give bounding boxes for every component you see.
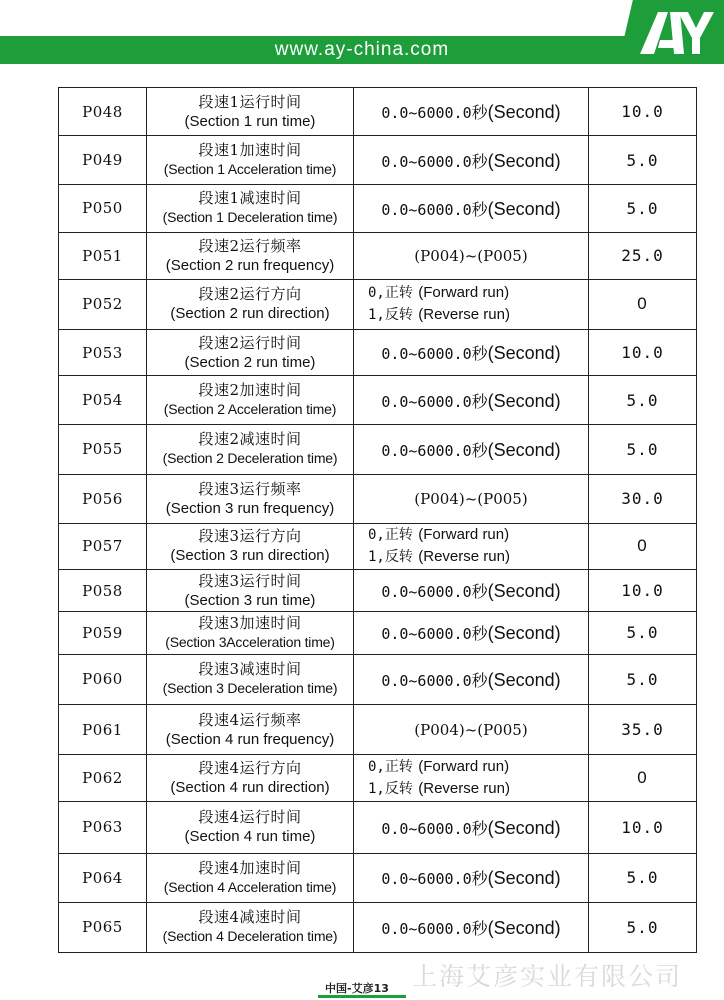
default-value: 5.0 (589, 376, 697, 424)
parameter-name-zh: 段速2运行时间 (198, 333, 302, 352)
default-value: 0 (589, 523, 697, 569)
parameter-name-en: (Section 1 Acceleration time) (163, 161, 337, 178)
range-unit-en: (Second) (487, 150, 561, 171)
range-numbers: 0.0~6000.0 (381, 671, 472, 690)
parameter-code: P050 (59, 184, 147, 232)
range-numbers: 0.0~6000.0 (381, 441, 472, 460)
range-cell (354, 424, 589, 474)
range-cell (354, 233, 589, 279)
parameter-name-zh: 段速2运行频率 (198, 236, 302, 255)
footer-underline (318, 995, 406, 998)
parameter-name (147, 755, 354, 801)
range-unit-zh: 秒 (471, 103, 488, 123)
parameter-name (147, 854, 354, 902)
range-cell (354, 329, 589, 375)
parameter-code: P049 (59, 136, 147, 184)
default-value: 5.0 (589, 612, 697, 654)
table-row (59, 184, 697, 232)
parameter-name-zh: 段速4加速时间 (198, 858, 302, 877)
table-row (59, 475, 697, 523)
table-row (59, 136, 697, 184)
default-value: 10.0 (589, 329, 697, 375)
parameter-name-en: (Section 1 Deceleration time) (162, 209, 338, 226)
range-unit-zh: 秒 (471, 918, 488, 938)
range-frequency: (P004)~(P005) (414, 489, 528, 508)
table-row (59, 523, 697, 569)
table-row (59, 424, 697, 474)
parameter-code: P064 (59, 854, 147, 902)
range-unit-zh: 秒 (471, 869, 488, 889)
range-frequency: (P004)~(P005) (414, 720, 528, 739)
range-unit-en: (Second) (487, 917, 561, 938)
table-row (59, 654, 697, 704)
parameter-code: P058 (59, 569, 147, 611)
parameter-name-zh: 段速4减速时间 (198, 908, 302, 927)
range-cell (354, 755, 589, 801)
range-cell (354, 88, 589, 136)
parameter-name (147, 376, 354, 424)
range-cell (354, 136, 589, 184)
range-cell (354, 902, 589, 952)
table-row (59, 902, 697, 952)
range-cell (354, 376, 589, 424)
ay-logo (634, 4, 718, 60)
default-value: 10.0 (589, 88, 697, 136)
parameter-name-en: (Section 4 run frequency) (165, 730, 335, 748)
page-number: 中国-艾彦13 (325, 982, 389, 995)
range-cell (354, 569, 589, 611)
parameter-code: P065 (59, 902, 147, 952)
range-cell (354, 279, 589, 329)
range-cell (354, 801, 589, 853)
table-row (59, 704, 697, 754)
default-value: 10.0 (589, 569, 697, 611)
direction-option-reverse: 1,反转 (Reverse run) (368, 780, 510, 798)
range-numbers: 0.0~6000.0 (381, 819, 472, 838)
default-value: 30.0 (589, 475, 697, 523)
table-row (59, 801, 697, 853)
range-unit-en: (Second) (487, 390, 561, 411)
table-row (59, 329, 697, 375)
range-frequency: (P004)~(P005) (414, 246, 528, 265)
parameter-name (147, 475, 354, 523)
parameter-name-en: (Section 2 Acceleration time) (163, 401, 337, 418)
range-cell (354, 523, 589, 569)
parameter-name-en: (Section 2 run direction) (170, 305, 330, 323)
table-row (59, 612, 697, 654)
parameter-name-zh: 段速3运行方向 (198, 527, 302, 546)
parameter-name-en: (Section 3 run time) (184, 591, 316, 609)
parameter-name-en: (Section 4 run direction) (170, 779, 330, 797)
default-value: 5.0 (589, 424, 697, 474)
table-row (59, 233, 697, 279)
parameter-name-zh: 段速1加速时间 (198, 141, 302, 160)
default-value: 5.0 (589, 184, 697, 232)
range-unit-zh: 秒 (471, 818, 488, 838)
page-header (0, 0, 724, 85)
parameter-name-zh: 段速1减速时间 (198, 189, 302, 208)
parameter-name (147, 612, 354, 654)
parameter-code: P055 (59, 424, 147, 474)
range-numbers: 0.0~6000.0 (381, 919, 472, 938)
parameter-name (147, 523, 354, 569)
range-unit-zh: 秒 (471, 440, 488, 460)
parameter-code: P063 (59, 801, 147, 853)
range-unit-zh: 秒 (471, 151, 488, 171)
company-watermark: 上海艾彦实业有限公司 (412, 962, 683, 991)
parameter-name-en: (Section 3 run frequency) (165, 499, 335, 517)
range-numbers: 0.0~6000.0 (381, 392, 472, 411)
parameter-name-en: (Section 2 run frequency) (165, 256, 335, 274)
parameter-name (147, 279, 354, 329)
parameter-code: P056 (59, 475, 147, 523)
default-value: 10.0 (589, 801, 697, 853)
parameter-name-en: (Section 3Acceleration time) (165, 633, 335, 650)
range-cell (354, 475, 589, 523)
default-value: 0 (589, 755, 697, 801)
range-unit-zh: 秒 (471, 199, 488, 219)
parameter-code: P057 (59, 523, 147, 569)
range-numbers: 0.0~6000.0 (381, 152, 472, 171)
parameter-name-zh: 段速2运行方向 (198, 285, 302, 304)
range-numbers: 0.0~6000.0 (381, 870, 472, 889)
table-row (59, 569, 697, 611)
range-cell (354, 184, 589, 232)
default-value: 35.0 (589, 704, 697, 754)
range-unit-zh: 秒 (471, 624, 488, 644)
range-unit-zh: 秒 (471, 582, 488, 602)
parameter-name-zh: 段速2加速时间 (198, 381, 302, 400)
website-url: www.ay-china.com (274, 39, 450, 60)
parameter-name (147, 902, 354, 952)
range-unit-zh: 秒 (471, 344, 488, 364)
default-value: 0 (589, 279, 697, 329)
default-value: 5.0 (589, 854, 697, 902)
default-value: 5.0 (589, 902, 697, 952)
parameter-name-en: (Section 3 Deceleration time) (162, 680, 338, 697)
range-unit-zh: 秒 (471, 670, 488, 690)
parameter-name-en: (Section 3 run direction) (170, 547, 330, 565)
parameter-name (147, 569, 354, 611)
default-value: 5.0 (589, 136, 697, 184)
parameter-name (147, 136, 354, 184)
parameter-name-en: (Section 2 Deceleration time) (162, 450, 338, 467)
table-row (59, 755, 697, 801)
table-row (59, 279, 697, 329)
parameter-name-zh: 段速3运行频率 (198, 479, 302, 498)
parameter-name (147, 184, 354, 232)
range-unit-en: (Second) (487, 343, 561, 364)
parameter-name-zh: 段速4运行频率 (198, 710, 302, 729)
direction-option-reverse: 1,反转 (Reverse run) (368, 306, 510, 324)
range-cell (354, 854, 589, 902)
range-cell (354, 612, 589, 654)
parameter-name-zh: 段速3运行时间 (198, 571, 302, 590)
parameter-code: P052 (59, 279, 147, 329)
range-numbers: 0.0~6000.0 (381, 345, 472, 364)
parameter-code: P054 (59, 376, 147, 424)
range-numbers: 0.0~6000.0 (381, 200, 472, 219)
parameter-name (147, 329, 354, 375)
direction-option-forward: 0,正转 (Forward run) (368, 526, 510, 544)
parameter-name-en: (Section 2 run time) (184, 353, 316, 371)
parameter-name (147, 801, 354, 853)
parameter-name (147, 88, 354, 136)
parameter-name-en: (Section 4 Acceleration time) (163, 878, 337, 895)
parameter-code: P061 (59, 704, 147, 754)
range-cell (354, 704, 589, 754)
parameter-code: P053 (59, 329, 147, 375)
parameter-code: P062 (59, 755, 147, 801)
parameter-name (147, 424, 354, 474)
direction-option-reverse: 1,反转 (Reverse run) (368, 548, 510, 566)
range-numbers: 0.0~6000.0 (381, 104, 472, 123)
parameter-code: P051 (59, 233, 147, 279)
table-row (59, 854, 697, 902)
parameter-name-zh: 段速2减速时间 (198, 430, 302, 449)
parameter-name-zh: 段速3加速时间 (198, 613, 302, 632)
parameter-name (147, 233, 354, 279)
range-numbers: 0.0~6000.0 (381, 583, 472, 602)
parameter-name-en: (Section 4 Deceleration time) (162, 928, 338, 945)
parameter-name-en: (Section 4 run time) (184, 828, 316, 846)
range-unit-en: (Second) (487, 102, 561, 123)
parameter-name (147, 654, 354, 704)
direction-option-forward: 0,正转 (Forward run) (368, 758, 510, 776)
range-unit-en: (Second) (487, 868, 561, 889)
direction-option-forward: 0,正转 (Forward run) (368, 284, 510, 302)
parameter-code: P048 (59, 88, 147, 136)
default-value: 25.0 (589, 233, 697, 279)
range-unit-en: (Second) (487, 623, 561, 644)
range-unit-en: (Second) (487, 439, 561, 460)
parameter-name (147, 704, 354, 754)
range-numbers: 0.0~6000.0 (381, 625, 472, 644)
parameter-name-zh: 段速4运行方向 (198, 759, 302, 778)
parameter-name-zh: 段速1运行时间 (198, 92, 302, 111)
parameter-name-zh: 段速4运行时间 (198, 808, 302, 827)
range-unit-en: (Second) (487, 581, 561, 602)
range-unit-zh: 秒 (471, 391, 488, 411)
table-row (59, 376, 697, 424)
parameter-code: P060 (59, 654, 147, 704)
range-unit-en: (Second) (487, 817, 561, 838)
table-row (59, 88, 697, 136)
range-cell (354, 654, 589, 704)
range-unit-en: (Second) (487, 198, 561, 219)
range-unit-en: (Second) (487, 669, 561, 690)
parameter-name-zh: 段速3减速时间 (198, 660, 302, 679)
parameter-table (58, 87, 697, 953)
default-value: 5.0 (589, 654, 697, 704)
parameter-name-en: (Section 1 run time) (184, 112, 316, 130)
parameter-code: P059 (59, 612, 147, 654)
